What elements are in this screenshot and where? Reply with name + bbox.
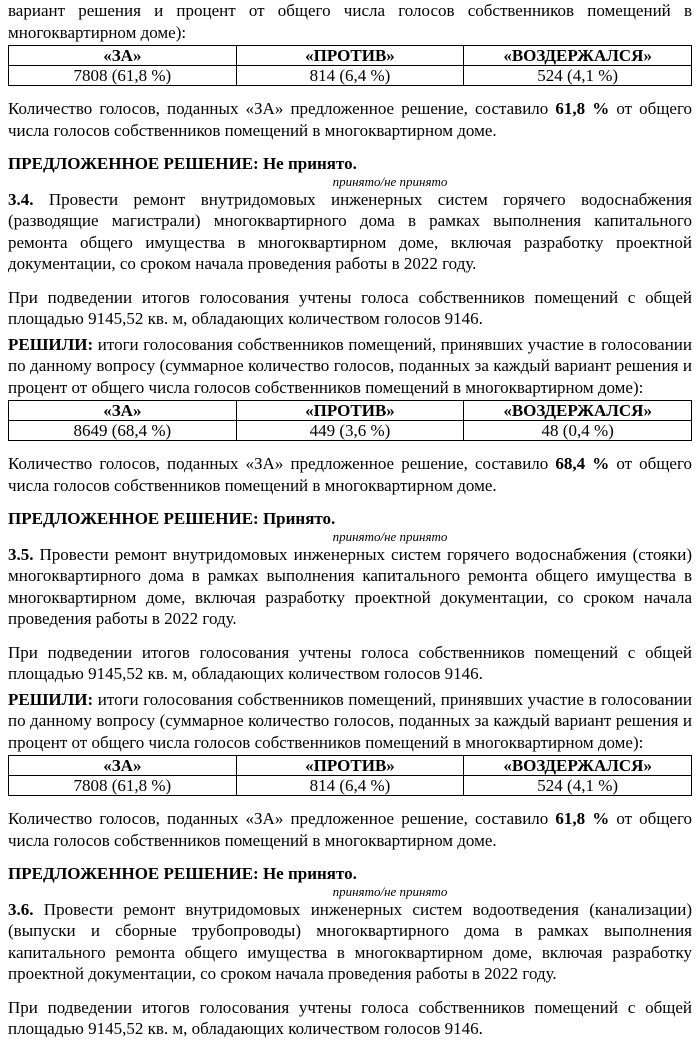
result-text: Количество голосов, поданных «ЗА» предложенное решение, составило: [8, 99, 556, 118]
table-header-row: [9, 756, 692, 776]
result-percent: 61,8 %: [555, 809, 610, 828]
resolved-text: итоги голосования собственников помещений, принявших участие в голосовании по данному вопросу (суммарное количество голосов, поданных за каждый вариант решения и процент от общего числа голосов собственников помещений в многоквартирном доме):: [8, 689, 692, 752]
header-abstain: «ВОЗДЕРЖАЛСЯ»: [464, 46, 692, 66]
area-paragraph: При подведении итогов голосования учтены голоса собственников помещений с общей площадью 9145,52 кв. м, обладающих количеством голосов 9146.: [8, 642, 692, 683]
result-percent: 68,4 %: [555, 454, 610, 473]
decision-label: ПРЕДЛОЖЕННОЕ РЕШЕНИЕ:: [8, 509, 259, 528]
value-for: 7808 (61,8 %): [9, 66, 237, 86]
item-number: 3.4.: [8, 189, 34, 209]
decision-value: Не принято.: [262, 864, 357, 883]
decision-label: ПРЕДЛОЖЕННОЕ РЕШЕНИЕ:: [8, 864, 259, 883]
result-percent: 61,8 %: [555, 99, 610, 118]
decision-note: принято/не принято: [332, 883, 448, 899]
header-for: «ЗА»: [9, 46, 237, 66]
value-for: 7808 (61,8 %): [9, 776, 237, 796]
item-3-6: [8, 899, 692, 985]
result-text-end: от общего числа голосов собственников помещений в многоквартирном доме.: [8, 99, 693, 140]
decision-line: [8, 508, 692, 530]
item-text: Провести ремонт внутридомовых инженерных систем водоотведения (канализации) (выпуски и сборные трубопроводы) многоквартирного дома в рамках выполнения капитального ремонта общего имущества в многоквартирном доме, включая разработку проектной документации, со сроком начала проведения работы в 2022 году.: [8, 899, 692, 983]
header-for: «ЗА»: [9, 401, 237, 421]
resolved-label: РЕШИЛИ:: [8, 334, 94, 354]
table-row: [9, 421, 692, 441]
value-for: 8649 (68,4 %): [9, 421, 237, 441]
header-for: «ЗА»: [9, 756, 237, 776]
result-text-end: от общего числа голосов собственников помещений в многоквартирном доме.: [8, 454, 693, 495]
decision-note: принято/не принято: [332, 528, 448, 544]
value-against: 814 (6,4 %): [236, 66, 464, 86]
resolved-paragraph: [8, 334, 692, 399]
item-3-5: [8, 544, 692, 630]
result-paragraph: [8, 808, 692, 851]
value-against: 449 (3,6 %): [236, 421, 464, 441]
votes-table: [8, 400, 692, 441]
table-header-row: [9, 46, 692, 66]
area-paragraph: При подведении итогов голосования учтены голоса собственников помещений с общей площадью 9145,52 кв. м, обладающих количеством голосов 9146.: [8, 287, 692, 328]
table-row: [9, 776, 692, 796]
result-text: Количество голосов, поданных «ЗА» предложенное решение, составило: [8, 809, 556, 828]
table-row: [9, 66, 692, 86]
item-text: Провести ремонт внутридомовых инженерных систем горячего водоснабжения (разводящие магистрали) многоквартирного дома в рамках выполнения капитального ремонта общего имущества в многоквартирном доме, включая разработку проектной документации, со сроком начала проведения работы в 2022 году.: [8, 189, 692, 273]
header-against: «ПРОТИВ»: [236, 756, 464, 776]
decision-line: [8, 863, 692, 885]
item-number: 3.5.: [8, 544, 34, 564]
result-paragraph: [8, 453, 692, 496]
resolved-paragraph: [8, 689, 692, 754]
item-number: 3.6.: [8, 899, 34, 919]
result-text: Количество голосов, поданных «ЗА» предложенное решение, составило: [8, 454, 556, 473]
decision-value: Принято.: [262, 509, 336, 528]
value-against: 814 (6,4 %): [236, 776, 464, 796]
resolved-label: РЕШИЛИ:: [8, 689, 94, 709]
value-abstain: 524 (4,1 %): [464, 776, 692, 796]
votes-table: [8, 755, 692, 796]
table-header-row: [9, 401, 692, 421]
value-abstain: 48 (0,4 %): [464, 421, 692, 441]
resolved-text-tail: вариант решения и процент от общего числа голосов собственников помещений в многоквартирном доме):: [8, 1, 692, 42]
decision-line: [8, 153, 692, 175]
value-abstain: 524 (4,1 %): [464, 66, 692, 86]
header-against: «ПРОТИВ»: [236, 46, 464, 66]
item-3-4: [8, 189, 692, 275]
decision-value: Не принято.: [262, 154, 357, 173]
header-against: «ПРОТИВ»: [236, 401, 464, 421]
decision-label: ПРЕДЛОЖЕННОЕ РЕШЕНИЕ:: [8, 154, 259, 173]
header-abstain: «ВОЗДЕРЖАЛСЯ»: [464, 756, 692, 776]
header-abstain: «ВОЗДЕРЖАЛСЯ»: [464, 401, 692, 421]
area-paragraph: При подведении итогов голосования учтены голоса собственников помещений с общей площадью 9145,52 кв. м, обладающих количеством голосов 9146.: [8, 997, 692, 1038]
result-text-end: от общего числа голосов собственников помещений в многоквартирном доме.: [8, 809, 693, 850]
votes-table: [8, 45, 692, 86]
decision-note: принято/не принято: [332, 173, 448, 189]
item-text: Провести ремонт внутридомовых инженерных систем горячего водоснабжения (стояки) многоквартирного дома в рамках выполнения капитального ремонта общего имущества в многоквартирном доме, включая разработку проектной документации, со сроком начала проведения работы в 2022 году.: [8, 544, 692, 628]
resolved-text: итоги голосования собственников помещений, принявших участие в голосовании по данному вопросу (суммарное количество голосов, поданных за каждый вариант решения и процент от общего числа голосов собственников помещений в многоквартирном доме):: [8, 334, 692, 397]
result-paragraph: [8, 98, 692, 141]
